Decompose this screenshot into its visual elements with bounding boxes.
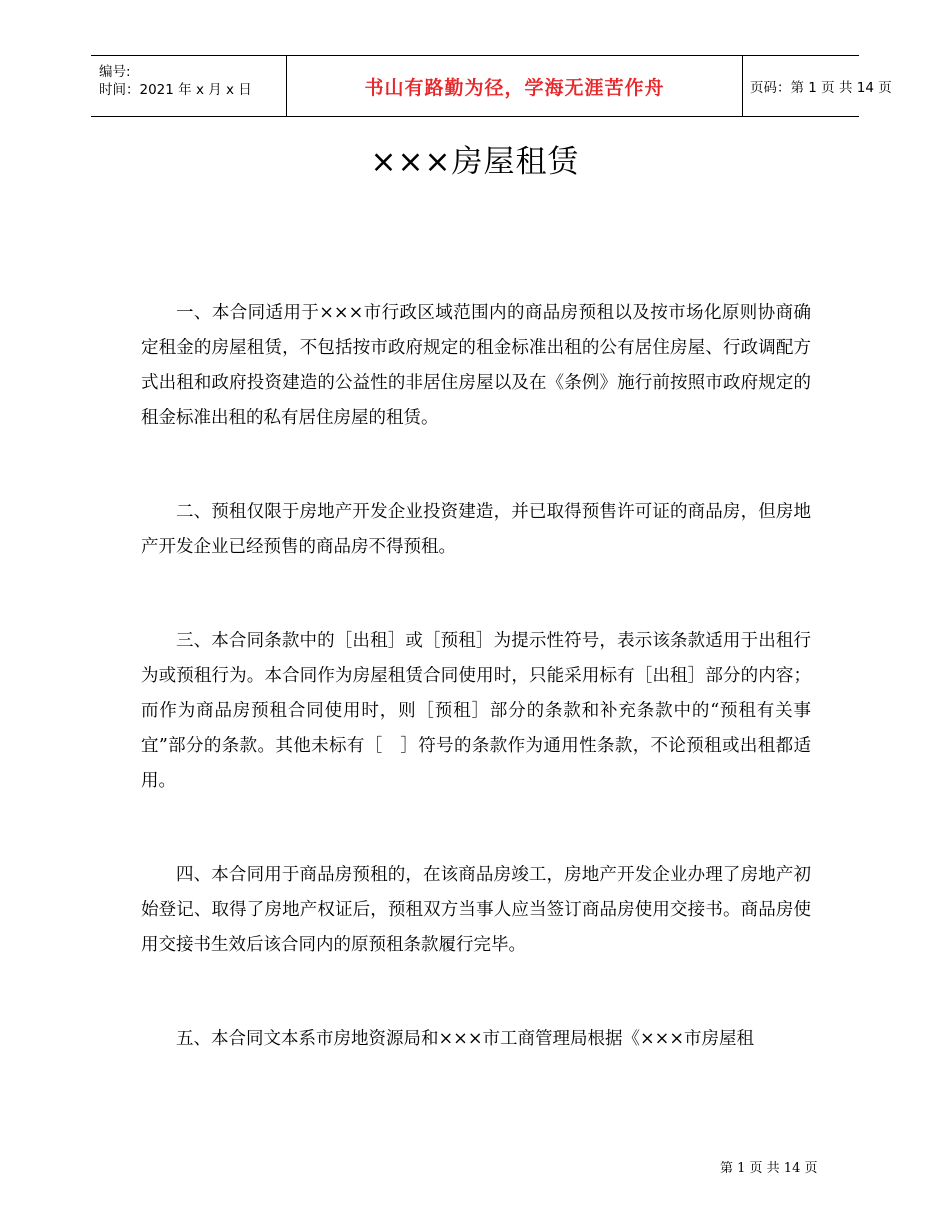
document-time-label: 时间：2021 年 x 月 x 日 [99,82,252,98]
header-motto-cell [286,56,743,116]
header-page-code: 页码：第 1 页 共 14 页 [750,80,892,96]
document-header [91,55,892,117]
header-page-cell [742,56,892,116]
header-meta-cell [91,56,286,116]
clause-paragraph-2: 二、预租仅限于房地产开发企业投资建造，并已取得预售许可证的商品房，但房地产开发企业已经预售的商品房不得预租。 [141,502,811,557]
document-number-label: 编号: [99,64,131,80]
clause-paragraph-5: 五、本合同文本系市房地资源局和×××市工商管理局根据《×××市房屋租 [176,1029,754,1049]
clause-paragraph-3: 三、本合同条款中的［出租］或［预租］为提示性符号，表示该条款适用于出租行为或预租行为。本合同作为房屋租赁合同使用时，只能采用标有［出租］部分的内容；而作为商品房预租合同使用时，则［预租］部分的条款和补充条款中的“预租有关事宜”部分的条款。其他未标有［ ］符号的条款作为通用性条款，不论预租或出租都适用。 [141,631,811,791]
motto-text: 书山有路勤为径，学海无涯苦作舟 [364,76,665,99]
clause-paragraph-4: 四、本合同用于商品房预租的，在该商品房竣工，房地产开发企业办理了房地产初始登记、取得了房地产权证后，预租双方当事人应当签订商品房使用交接书。商品房使用交接书生效后该合同内的原预租条款履行完毕。 [141,865,811,955]
clause-paragraph-1: 一、本合同适用于×××市行政区域范围内的商品房预租以及按市场化原则协商确定租金的房屋租赁，不包括按市政府规定的租金标准出租的公有居住房屋、行政调配方式出租和政府投资建造的公益性的非居住房屋以及在《条例》施行前按照市政府规定的租金标准出租的私有居住房屋的租赁。 [141,303,811,428]
document-title: ×××房屋租赁 [370,144,580,180]
document-body [141,296,811,1057]
page-footer: 第 1 页 共 14 页 [720,1161,818,1176]
